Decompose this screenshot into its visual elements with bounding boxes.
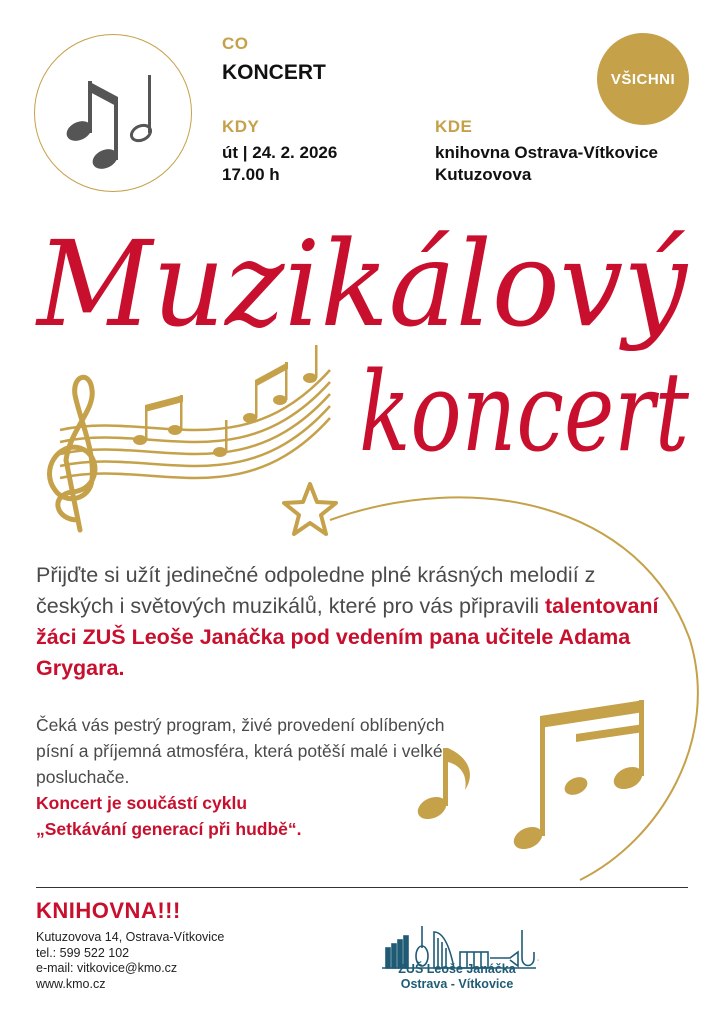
where-street: Kutuzovova xyxy=(435,165,532,184)
when-label: KDY xyxy=(222,117,260,136)
where-venue: knihovna Ostrava-Vítkovice xyxy=(435,143,658,162)
program-highlight-1: Koncert je součástí cyklu xyxy=(36,793,248,813)
library-brand: KNIHOVNA!!! xyxy=(36,898,181,923)
library-phone: tel.: 599 522 102 xyxy=(36,945,130,960)
audience-badge: VŠICHNI xyxy=(597,33,689,125)
music-staff-icon xyxy=(60,370,330,478)
intro-highlight: talentovaní žáci ZUŠ Leoše Janáčka pod vedením pana učitele Adama Grygara. xyxy=(36,594,659,680)
what-value: KONCERT xyxy=(222,61,326,84)
library-address: Kutuzovova 14, Ostrava-Vítkovice xyxy=(36,930,225,944)
beamed-notes-icon xyxy=(510,700,646,853)
program-paragraph xyxy=(36,712,456,842)
school-line1: ZUŠ Leoše Janáčka xyxy=(398,962,516,976)
star-icon xyxy=(284,484,336,534)
when-time: 17.00 h xyxy=(222,165,280,184)
intro-paragraph xyxy=(36,560,676,684)
school-name xyxy=(372,962,542,992)
where-label: KDE xyxy=(435,117,473,136)
library-contact xyxy=(36,930,224,992)
treble-clef-icon xyxy=(49,377,94,530)
footer-divider xyxy=(36,887,688,888)
what-label: CO xyxy=(222,34,249,53)
school-line2: Ostrava - Vítkovice xyxy=(400,977,514,991)
library-email[interactable]: e-mail: vitkovice@kmo.cz xyxy=(36,961,178,975)
title-line2: koncert xyxy=(359,348,690,476)
program-text: Čeká vás pestrý program, živé provedení oblíbených písní a příjemná atmosféra, která potěší malé i velké posluchače. xyxy=(36,715,445,787)
intro-text: Přijďte si užít jedinečné odpoledne plné krásných melodií z českých i světových muzikálů, které pro vás připravili xyxy=(36,563,596,618)
program-highlight-2: „Setkávání generací při hudbě“. xyxy=(36,819,302,839)
library-web[interactable]: www.kmo.cz xyxy=(36,976,106,991)
title-line1: Muzikálový xyxy=(35,215,689,353)
when-date: út | 24. 2. 2026 xyxy=(222,143,338,162)
